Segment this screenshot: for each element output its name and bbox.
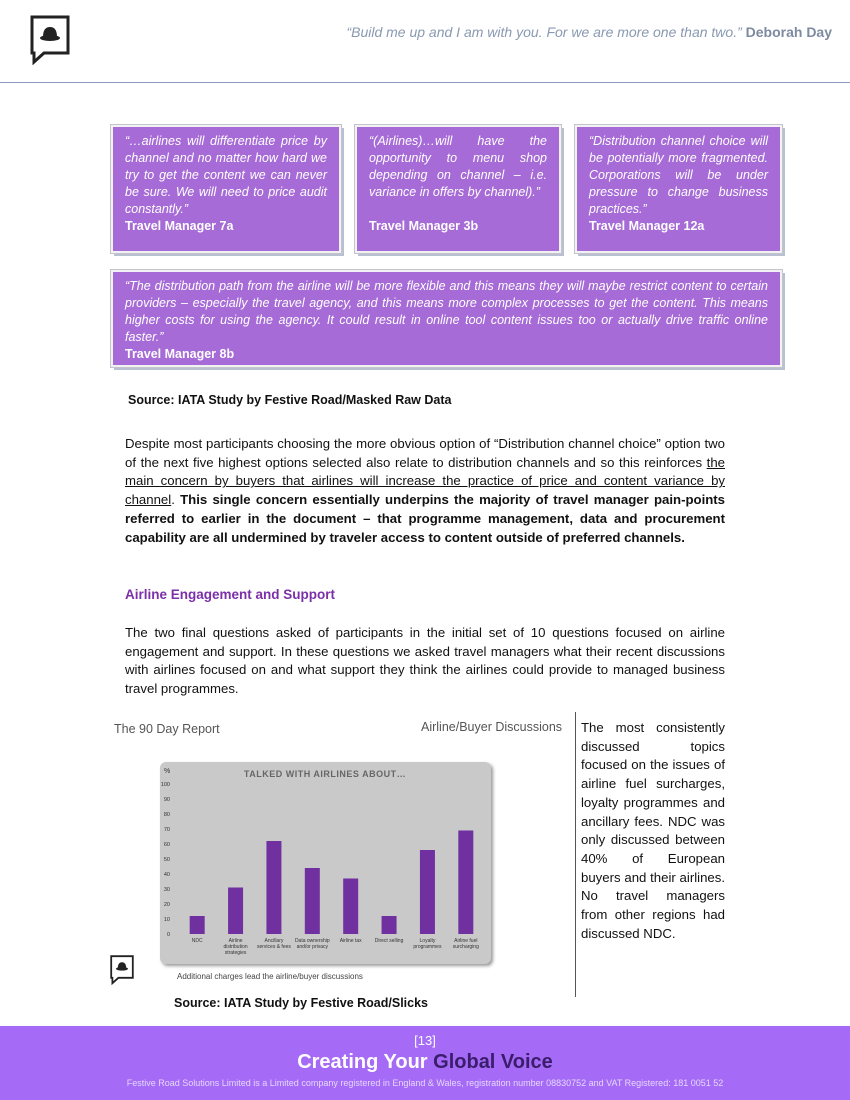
bar xyxy=(420,850,435,934)
section-heading: Airline Engagement and Support xyxy=(125,587,336,602)
x-tick-label: surcharging xyxy=(452,944,479,950)
chart-note: Additional charges lead the airline/buyer discussions xyxy=(177,972,363,981)
body-paragraph xyxy=(125,435,725,547)
y-tick-label: 80 xyxy=(163,812,170,818)
source-caption-chart: Source: IATA Study by Festive Road/Slicks xyxy=(174,996,428,1010)
quote-box-wide xyxy=(111,270,782,367)
y-tick-label: 60 xyxy=(163,842,170,848)
quote-text: “(Airlines)…will have the opportunity to menu shop depending on channel – i.e. variance in offers by channel).” xyxy=(369,134,547,199)
quote-box xyxy=(355,125,561,253)
x-tick-label: and/or privacy xyxy=(296,944,329,950)
bar xyxy=(228,888,243,935)
quote-box xyxy=(575,125,782,253)
bar xyxy=(190,916,205,934)
quote-author: Travel Manager 3b xyxy=(369,219,479,233)
header-quote-text: “Build me up and I am with you. For we are more one than two.” xyxy=(346,24,742,40)
bar xyxy=(343,879,358,935)
x-tick-label: NDC xyxy=(191,938,203,944)
quote-author: Travel Manager 8b xyxy=(125,347,235,361)
x-tick-label: Data ownership xyxy=(294,938,330,944)
tagline-part-2: Global Voice xyxy=(433,1051,553,1073)
y-tick-label: 90 xyxy=(163,797,170,803)
x-tick-label: Direct selling xyxy=(374,938,404,944)
y-tick-label: 0 xyxy=(166,932,170,938)
x-tick-label: distribution xyxy=(223,944,248,950)
y-tick-label: 100 xyxy=(160,782,170,788)
y-tick-label: 10 xyxy=(163,917,170,923)
x-tick-label: Ancillary xyxy=(264,938,284,944)
sidebar-commentary: The most consistently discussed topics focused on the issues of airline fuel surcharges, loyalty programmes and ancillary fees. NDC was only discussed between 40% of European buyers and their airlines. No travel managers from other regions had discussed NDC. xyxy=(581,720,725,941)
bar xyxy=(305,868,320,934)
x-tick-label: Loyalty xyxy=(419,938,436,944)
y-tick-label: 50 xyxy=(163,857,170,863)
header-quote-author: Deborah Day xyxy=(745,24,832,40)
speech-bubble-hat-logo-small xyxy=(110,955,134,985)
chart-section-title: Airline/Buyer Discussions xyxy=(421,720,563,734)
quote-author: Travel Manager 12a xyxy=(589,219,705,233)
chart-title: TALKED WITH AIRLINES ABOUT… xyxy=(243,769,407,779)
header-divider xyxy=(0,82,850,83)
quote-text: “Distribution channel choice will be potentially more fragmented. Corporations will be under pressure to change business practices.” xyxy=(589,134,768,216)
para-text: Despite most participants choosing the more obvious option of “Distribution channel choice” option two of the next five highest options selected also relate to distribution channels and so this reinforces xyxy=(125,436,725,470)
x-tick-label: services & fees xyxy=(256,944,291,950)
x-tick-label: strategies xyxy=(224,950,247,956)
footer-tagline xyxy=(0,1051,850,1074)
y-tick-label: 20 xyxy=(163,902,170,908)
para-bold-text: This single concern essentially underpins the majority of travel manager pain-points referred to earlier in the document – that programme management, data and procurement capability are all undermined by traveler access to content outside of preferred channels. xyxy=(125,492,726,545)
bar xyxy=(266,841,281,934)
bar xyxy=(382,916,397,934)
chart-y-label: % xyxy=(164,768,171,775)
para-underlined-text: the main concern by buyers that airlines will increase the practice of price and content variance by channel xyxy=(125,454,725,508)
footer-legal-text: Festive Road Solutions Limited is a Limited company registered in England & Wales, registration number 08830752 and VAT Registered: 181 0051 52 xyxy=(126,1078,724,1088)
quote-author: Travel Manager 7a xyxy=(125,219,234,233)
chart-report-title: The 90 Day Report xyxy=(114,722,220,736)
x-tick-label: Airline fuel xyxy=(454,938,478,944)
x-tick-label: programmes xyxy=(413,944,442,950)
tagline-part-1: Creating Your xyxy=(297,1051,434,1073)
y-tick-label: 30 xyxy=(163,887,170,893)
x-tick-label: Airline tax xyxy=(339,938,362,944)
x-tick-label: Airline xyxy=(228,938,243,944)
source-caption-quotes: Source: IATA Study by Festive Road/Masked Raw Data xyxy=(128,393,452,407)
bar-chart xyxy=(160,762,491,964)
quote-text: “…airlines will differentiate price by channel and no matter how hard we try to get the content we can never be sure. We will need to price audit constantly.” xyxy=(125,134,327,216)
page-number: [13] xyxy=(414,1033,436,1048)
body-paragraph: The two final questions asked of participants in the initial set of 10 questions focused on airline engagement and support. In these questions we asked travel managers what their recent discussions with airlines focused on and what support they think the airlines could provide to managed business travel programmes. xyxy=(125,625,725,697)
column-divider xyxy=(575,712,576,997)
header-quote xyxy=(346,24,832,40)
para-text: . xyxy=(171,492,181,508)
bar xyxy=(458,831,473,935)
speech-bubble-hat-logo xyxy=(30,15,70,65)
y-tick-label: 40 xyxy=(163,872,170,878)
quote-text: “The distribution path from the airline will be more flexible and this means they will maybe restrict content to certain providers – especially the travel agency, and this means more complex processes to get the content. This means higher costs for using the agency. It could result in online tool content issues too or actually drive traffic online faster.” xyxy=(125,279,768,344)
quote-box xyxy=(111,125,341,253)
y-tick-label: 70 xyxy=(163,827,170,833)
